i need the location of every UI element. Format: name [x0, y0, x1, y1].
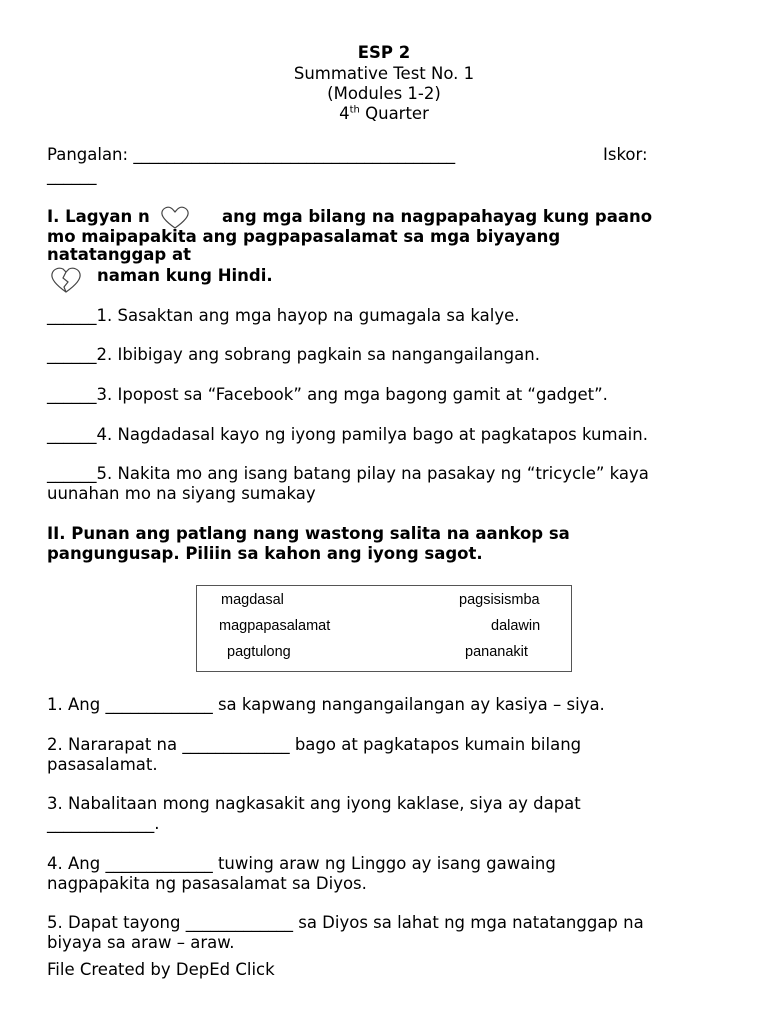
word-choice: pananakit	[465, 644, 528, 660]
part1-line1a: I. Lagyan n	[47, 207, 150, 226]
list-item-continuation: nagpapakita ng pasasalamat sa Diyos.	[47, 874, 367, 893]
list-item-continuation: uunahan mo na siyang sumakay	[47, 484, 316, 503]
list-item-continuation: _____________.	[47, 814, 160, 833]
list-item: ______2. Ibibigay ang sobrang pagkain sa nangangailangan.	[47, 345, 540, 364]
word-choice: magpapasalamat	[219, 618, 331, 634]
word-choice: pagtulong	[227, 644, 291, 660]
list-item-continuation: pasasalamat.	[47, 755, 158, 774]
part1-line4: naman kung Hindi.	[97, 266, 273, 285]
broken-heart-icon	[50, 266, 82, 298]
quarter-label: 4th Quarter	[339, 104, 429, 123]
list-item: 3. Nabalitaan mong nagkasakit ang iyong kaklase, siya ay dapat	[47, 794, 581, 813]
score-label: Iskor:	[603, 145, 648, 164]
name-field	[47, 145, 455, 164]
word-choice: pagsisismba	[459, 592, 540, 608]
word-choice: magdasal	[221, 592, 284, 608]
score-blank: ______	[47, 166, 97, 185]
name-blank: _______________________________________	[133, 145, 456, 164]
list-item: 1. Ang _____________ sa kapwang nangangailangan ay kasiya – siya.	[47, 695, 605, 714]
part1-line1b: ang mga bilang na nagpapahayag kung paano	[222, 207, 653, 226]
list-item: ______1. Sasaktan ang mga hayop na gumagala sa kalye.	[47, 306, 520, 325]
modules-label: (Modules 1-2)	[327, 84, 441, 103]
word-box	[196, 585, 572, 672]
list-item: 5. Dapat tayong _____________ sa Diyos sa lahat ng mga natatanggap na	[47, 913, 644, 932]
name-label: Pangalan:	[47, 145, 129, 164]
subject-title: ESP 2	[357, 43, 411, 62]
list-item: ______3. Ipopost sa “Facebook” ang mga bagong gamit at “gadget”.	[47, 385, 608, 404]
part1-line2: mo maipapakita ang pagpapasalamat sa mga biyayang	[47, 227, 561, 246]
list-item-continuation: biyaya sa araw – araw.	[47, 933, 235, 952]
word-choice: dalawin	[491, 618, 541, 634]
part2-line2: pangungusap. Piliin sa kahon ang iyong sagot.	[47, 544, 483, 563]
part1-line3: natatanggap at	[47, 245, 192, 264]
list-item: ______5. Nakita mo ang isang batang pilay na pasakay ng “tricycle” kaya	[47, 464, 649, 483]
footer-credit: File Created by DepEd Click	[47, 960, 275, 979]
list-item: ______4. Nagdadasal kayo ng iyong pamilya bago at pagkatapos kumain.	[47, 425, 648, 444]
list-item: 2. Nararapat na _____________ bago at pagkatapos kumain bilang	[47, 735, 582, 754]
part2-line1: II. Punan ang patlang nang wastong salita na aankop sa	[47, 524, 570, 543]
test-title: Summative Test No. 1	[293, 64, 475, 83]
list-item: 4. Ang _____________ tuwing araw ng Linggo ay isang gawaing	[47, 854, 556, 873]
